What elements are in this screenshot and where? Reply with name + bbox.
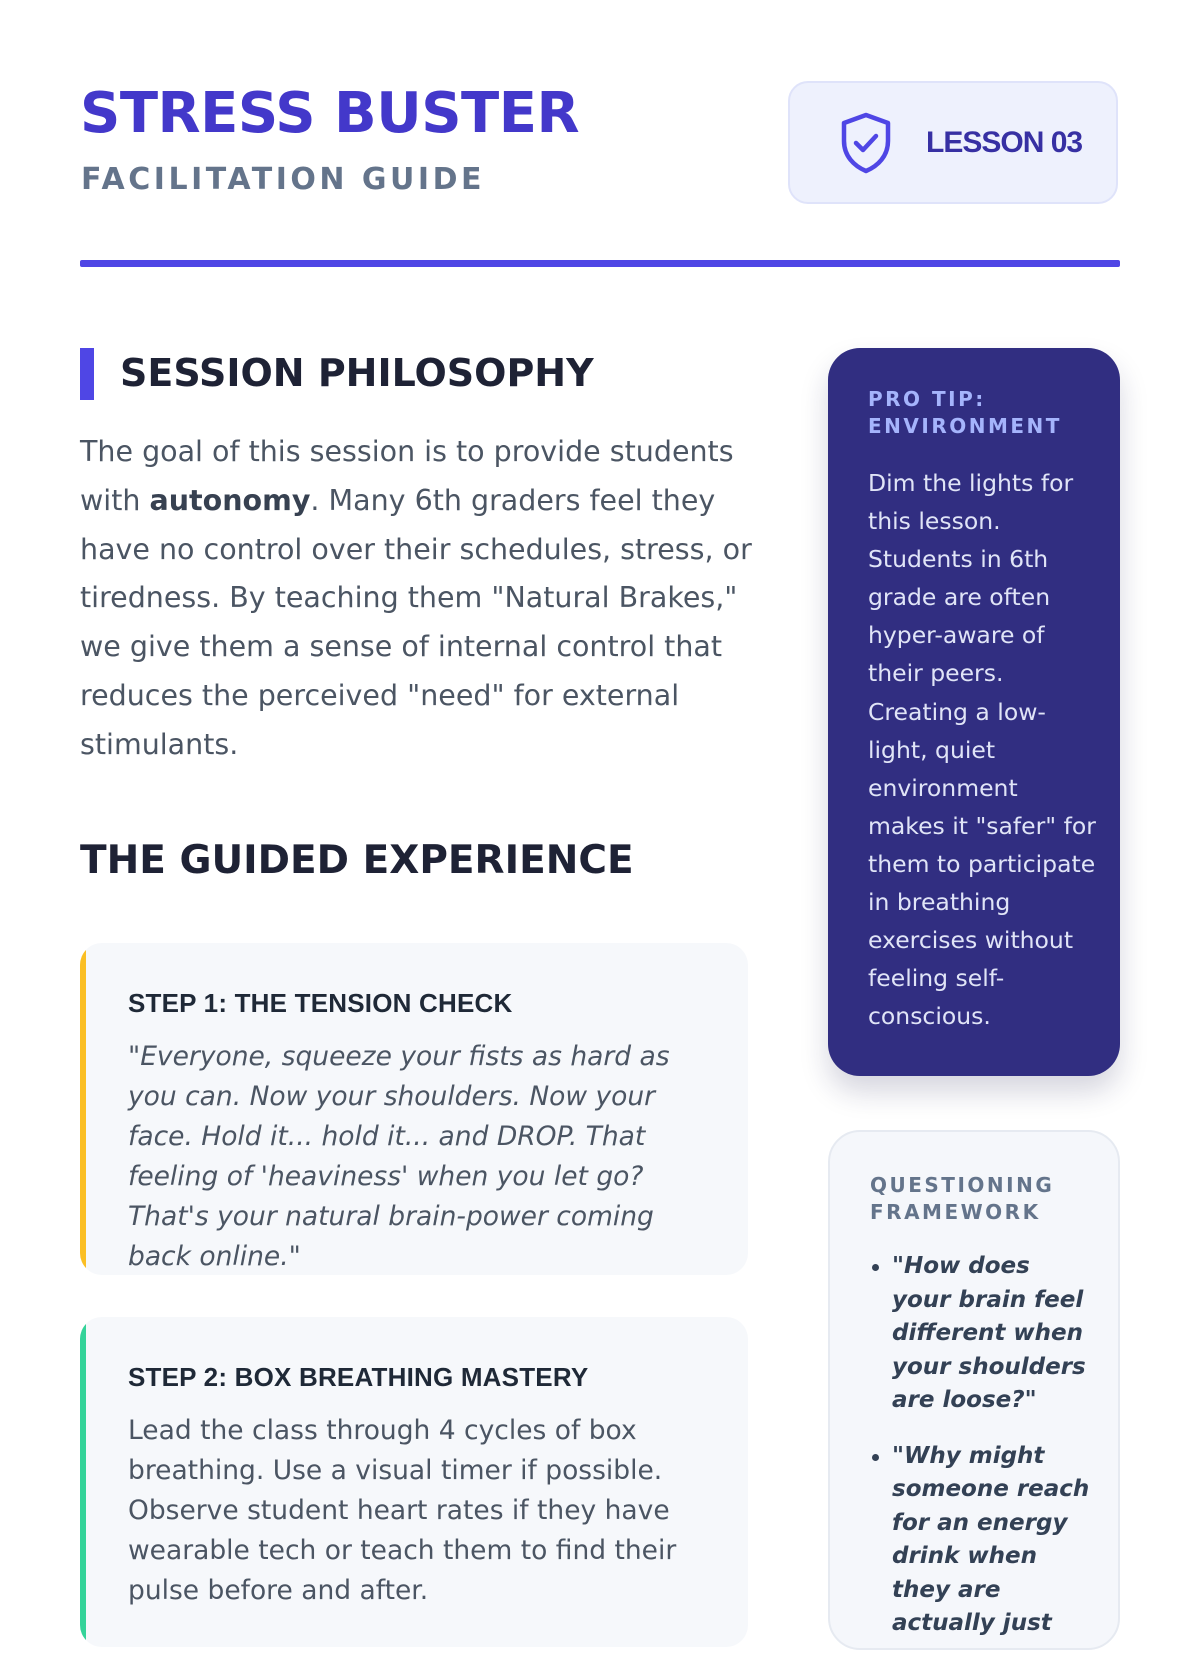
step-body: "Everyone, squeeze your fists as hard as you can. Now your shoulders. Now your face. Hold it... hold it... and DROP. That feeling of 'heaviness' when you let go? That's your natural brain-power coming back online." [128, 1041, 670, 1272]
step-accent-bar [80, 1317, 86, 1647]
step-card-tension-check [80, 943, 748, 1275]
pro-tip-label: PRO TIP: ENVIRONMENT [868, 387, 1062, 438]
step-accent-bar [80, 943, 86, 1275]
bullet-icon [872, 1454, 879, 1461]
philosophy-emphasis: autonomy [149, 483, 311, 517]
page-subtitle: FACILITATION GUIDE [81, 162, 485, 197]
list-item [870, 1250, 1096, 1418]
step-card-box-breathing [80, 1317, 748, 1647]
lesson-badge [788, 81, 1118, 204]
question-text: "Why might someone reach for an energy drink when they are actually just [892, 1442, 1090, 1636]
philosophy-text-start: The goal of this session is to provide students with [80, 435, 734, 517]
bullet-icon [872, 1264, 879, 1271]
pro-tip-body: Dim the lights for this lesson. Students in 6th grade are often hyper-aware of their peers. Creating a low-light, quiet environment makes it "safer" for them to participate in breathing exercises without feeling self-conscious. [868, 469, 1096, 1031]
questioning-framework-card [828, 1130, 1120, 1650]
session-philosophy-text [80, 428, 760, 770]
step-title: STEP 2: BOX BREATHING MASTERY [128, 1362, 589, 1392]
header-divider [80, 260, 1120, 267]
step-title: STEP 1: THE TENSION CHECK [128, 988, 513, 1018]
pro-tip-card [828, 348, 1120, 1076]
shield-check-icon [838, 111, 894, 175]
question-list [870, 1250, 1096, 1663]
questioning-framework-label: QUESTIONING FRAMEWORK [870, 1173, 1055, 1224]
philosophy-text-end: . Many 6th graders feel they have no control over their schedules, stress, or tiredness. By teaching them "Natural Brakes," we give them a sense of internal control that reduces the perceived "need" for external stimulants. [80, 483, 752, 761]
guided-experience-heading: THE GUIDED EXPERIENCE [80, 838, 634, 883]
question-text: "How does your brain feel different when your shoulders are loose?" [892, 1253, 1086, 1413]
session-philosophy-heading: SESSION PHILOSOPHY [120, 351, 594, 395]
step-body: Lead the class through 4 cycles of box breathing. Use a visual timer if possible. Observe student heart rates if they have wearable tech or teach them to find their pulse before and after. [128, 1415, 677, 1606]
lesson-number: LESSON 03 [926, 126, 1083, 159]
list-item [870, 1440, 1096, 1641]
page-title: STRESS BUSTER [80, 81, 580, 146]
section-accent-bar [80, 348, 94, 400]
